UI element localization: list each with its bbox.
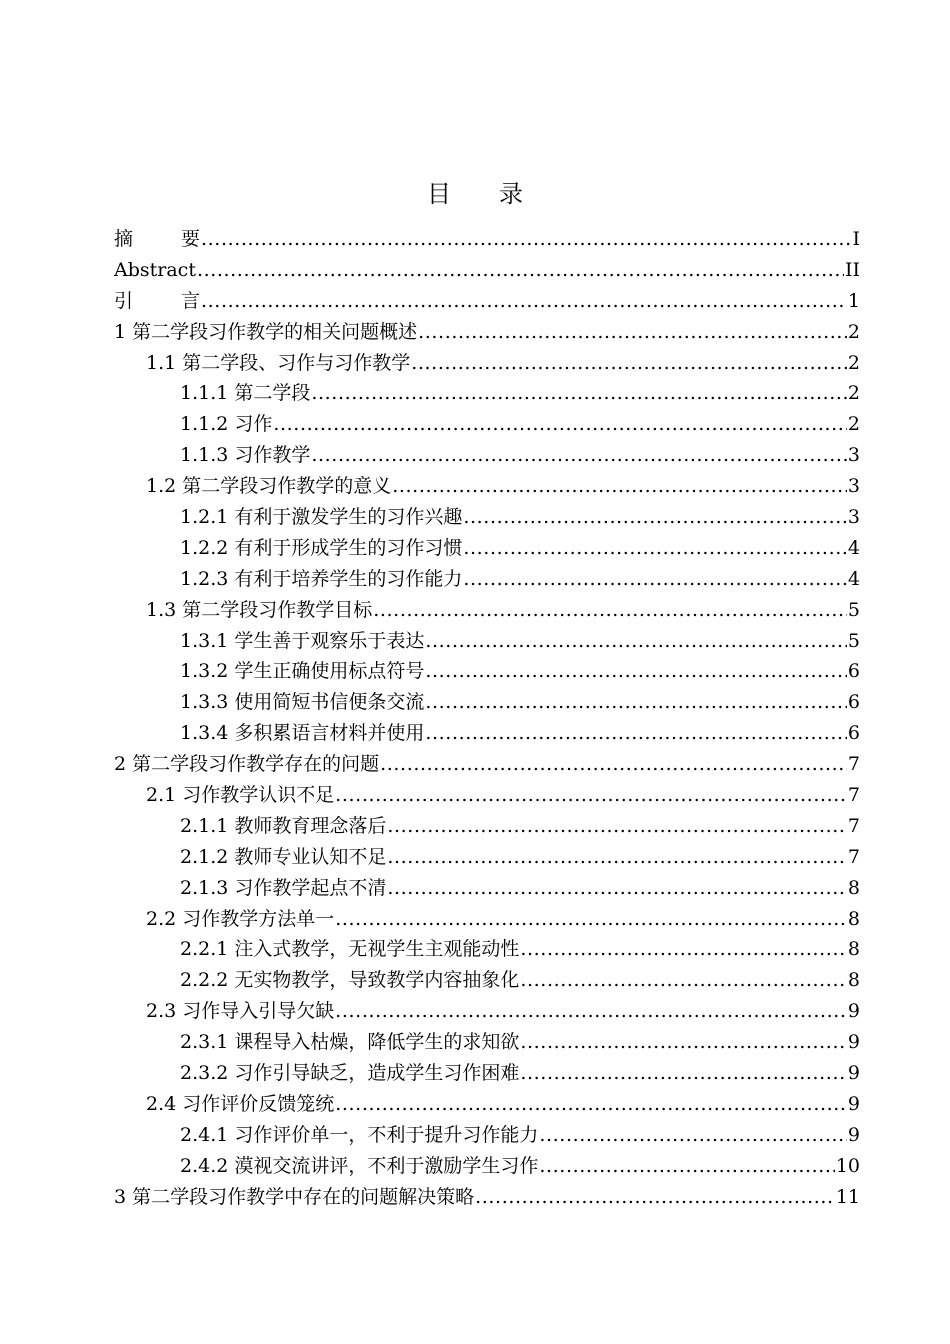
toc-dot-leader xyxy=(425,626,847,657)
toc-entry[interactable] xyxy=(114,811,860,842)
toc-entry[interactable] xyxy=(114,286,860,317)
toc-entry[interactable] xyxy=(114,255,860,286)
toc-entry-label: 1.3 第二学段习作教学目标 xyxy=(146,598,373,621)
toc-entry[interactable] xyxy=(114,1182,860,1213)
toc-entry-page-number: 3 xyxy=(847,506,860,529)
toc-entry-label: 1.1.3 习作教学 xyxy=(180,444,311,467)
toc-entry[interactable] xyxy=(114,595,860,626)
toc-entry-page-number: 9 xyxy=(847,1031,860,1054)
toc-entry-label: 2.3 习作导入引导欠缺 xyxy=(146,1000,335,1023)
toc-entry[interactable] xyxy=(114,533,860,564)
toc-entry[interactable] xyxy=(114,409,860,440)
toc-entry-page-number: 8 xyxy=(847,907,860,930)
toc-entry[interactable] xyxy=(114,873,860,904)
toc-entry-page-number: 8 xyxy=(847,876,860,899)
toc-dot-leader xyxy=(463,502,847,533)
toc-entry-page-number: 8 xyxy=(847,938,860,961)
toc-entry[interactable] xyxy=(114,656,860,687)
toc-dot-leader xyxy=(475,1182,835,1213)
toc-entry[interactable] xyxy=(114,687,860,718)
toc-dot-leader xyxy=(418,317,847,348)
toc-entry[interactable] xyxy=(114,378,860,409)
toc-dot-leader xyxy=(425,718,847,749)
toc-dot-leader xyxy=(520,1058,847,1089)
toc-dot-leader xyxy=(539,1151,834,1182)
toc-dot-leader xyxy=(201,286,847,317)
toc-entry-label: 3 第二学段习作教学中存在的问题解决策略 xyxy=(114,1185,475,1208)
toc-entry-label: 1 第二学段习作教学的相关问题概述 xyxy=(114,320,418,343)
toc-entry-label: 1.3.3 使用简短书信便条交流 xyxy=(180,691,425,714)
toc-title-char-1: 目 xyxy=(427,180,451,208)
toc-dot-leader xyxy=(425,656,847,687)
toc-dot-leader xyxy=(335,996,847,1027)
toc-title xyxy=(0,176,950,212)
toc-entry[interactable] xyxy=(114,224,860,255)
toc-entry-label: Abstract xyxy=(114,258,196,281)
toc-dot-leader xyxy=(311,378,847,409)
toc-entry-page-number: 2 xyxy=(847,382,860,405)
toc-entry[interactable] xyxy=(114,996,860,1027)
toc-entry-label: 2.1.2 教师专业认知不足 xyxy=(180,845,387,868)
toc-entry-page-number: 2 xyxy=(847,320,860,343)
toc-entry[interactable] xyxy=(114,718,860,749)
toc-entry[interactable] xyxy=(114,564,860,595)
toc-entry-page-number: 3 xyxy=(847,444,860,467)
toc-entry-label: 2.3.2 习作引导缺乏，造成学生习作困难 xyxy=(180,1062,520,1085)
toc-entry-label: 2 第二学段习作教学存在的问题 xyxy=(114,753,380,776)
toc-entry-label: 1.2 第二学段习作教学的意义 xyxy=(146,475,392,498)
toc-entry-page-number: 6 xyxy=(847,660,860,683)
toc-entry-label: 2.2.1 注入式教学，无视学生主观能动性 xyxy=(180,938,520,961)
toc-entry[interactable] xyxy=(114,1027,860,1058)
toc-entry[interactable] xyxy=(114,1151,860,1182)
toc-entry[interactable] xyxy=(114,965,860,996)
toc-entry-page-number: 6 xyxy=(847,691,860,714)
toc-dot-leader xyxy=(387,842,847,873)
toc-entry-page-number: 2 xyxy=(847,351,860,374)
toc-entry-page-number: 4 xyxy=(847,536,860,559)
toc-entry-label: 1.2.1 有利于激发学生的习作兴趣 xyxy=(180,506,463,529)
toc-dot-leader xyxy=(380,749,847,780)
toc-title-char-2: 录 xyxy=(499,180,523,208)
toc-entry-page-number: 1 xyxy=(847,289,860,312)
toc-entry-page-number: I xyxy=(852,228,860,250)
toc-entry-label: 1.3.4 多积累语言材料并使用 xyxy=(180,722,425,745)
toc-entry-label: 2.3.1 课程导入枯燥，降低学生的求知欲 xyxy=(180,1031,520,1054)
toc-entry-page-number: 6 xyxy=(847,722,860,745)
toc-entry-label: 1.3.2 学生正确使用标点符号 xyxy=(180,660,425,683)
toc-dot-leader xyxy=(335,1089,847,1120)
toc-entry[interactable] xyxy=(114,471,860,502)
toc-entry-page-number: 5 xyxy=(847,629,860,652)
toc-entry-label: 1.3.1 学生善于观察乐于表达 xyxy=(180,629,425,652)
toc-entry[interactable] xyxy=(114,348,860,379)
toc-dot-leader xyxy=(392,471,847,502)
toc-dot-leader xyxy=(520,934,847,965)
toc-entry[interactable] xyxy=(114,1120,860,1151)
toc-dot-leader xyxy=(335,780,847,811)
toc-entry-label: 2.1.1 教师教育理念落后 xyxy=(180,814,387,837)
toc-dot-leader xyxy=(335,904,847,935)
toc-dot-leader xyxy=(373,595,847,626)
toc-entry-page-number: 7 xyxy=(847,814,860,837)
toc-entry-label: 2.1.3 习作教学起点不清 xyxy=(180,876,387,899)
toc-entry-label: 2.4.1 习作评价单一，不利于提升习作能力 xyxy=(180,1123,539,1146)
toc-entry-page-number: 11 xyxy=(835,1185,860,1208)
toc-dot-leader xyxy=(273,409,847,440)
toc-dot-leader xyxy=(197,255,844,286)
toc-entry[interactable] xyxy=(114,749,860,780)
toc-dot-leader xyxy=(520,1027,847,1058)
toc-dot-leader xyxy=(520,965,847,996)
toc-entry-label: 1.1.1 第二学段 xyxy=(180,382,311,405)
toc-entry-page-number: 9 xyxy=(847,1092,860,1115)
toc-entry-label: 2.4.2 漠视交流讲评，不利于激励学生习作 xyxy=(180,1154,539,1177)
toc-entry-label: 1.2.3 有利于培养学生的习作能力 xyxy=(180,567,463,590)
toc-entry-page-number: 3 xyxy=(847,475,860,498)
toc-entry-page-number: 7 xyxy=(847,784,860,807)
toc-entry-page-number: 9 xyxy=(847,1123,860,1146)
toc-entry-label: 摘 要 xyxy=(114,228,201,250)
toc-entry-label: 2.2 习作教学方法单一 xyxy=(146,907,335,930)
table-of-contents xyxy=(114,224,860,1213)
toc-entry[interactable] xyxy=(114,626,860,657)
toc-entry-label: 引 言 xyxy=(114,289,201,312)
toc-entry[interactable] xyxy=(114,502,860,533)
toc-entry-page-number: 7 xyxy=(847,845,860,868)
toc-entry-page-number: II xyxy=(844,258,860,281)
toc-dot-leader xyxy=(311,440,847,471)
toc-entry-label: 1.1.2 习作 xyxy=(180,413,273,436)
toc-entry[interactable] xyxy=(114,842,860,873)
toc-entry[interactable] xyxy=(114,1089,860,1120)
toc-entry-page-number: 9 xyxy=(847,1000,860,1023)
toc-dot-leader xyxy=(387,811,847,842)
toc-entry-page-number: 5 xyxy=(847,598,860,621)
toc-entry-page-number: 9 xyxy=(847,1062,860,1085)
toc-dot-leader xyxy=(411,348,847,379)
toc-entry[interactable] xyxy=(114,440,860,471)
toc-entry-page-number: 2 xyxy=(847,413,860,436)
toc-dot-leader xyxy=(387,873,847,904)
toc-entry[interactable] xyxy=(114,1058,860,1089)
toc-entry[interactable] xyxy=(114,780,860,811)
toc-dot-leader xyxy=(201,224,851,255)
toc-entry[interactable] xyxy=(114,934,860,965)
toc-dot-leader xyxy=(539,1120,847,1151)
toc-dot-leader xyxy=(425,687,847,718)
toc-entry-page-number: 10 xyxy=(835,1154,860,1177)
toc-entry-page-number: 4 xyxy=(847,567,860,590)
toc-entry-label: 1.1 第二学段、习作与习作教学 xyxy=(146,351,411,374)
toc-entry-label: 2.4 习作评价反馈笼统 xyxy=(146,1092,335,1115)
toc-entry-page-number: 7 xyxy=(847,753,860,776)
toc-entry[interactable] xyxy=(114,904,860,935)
toc-entry[interactable] xyxy=(114,317,860,348)
toc-entry-label: 2.2.2 无实物教学，导致教学内容抽象化 xyxy=(180,969,520,992)
toc-entry-page-number: 8 xyxy=(847,969,860,992)
toc-dot-leader xyxy=(463,533,847,564)
toc-entry-label: 2.1 习作教学认识不足 xyxy=(146,784,335,807)
toc-entry-label: 1.2.2 有利于形成学生的习作习惯 xyxy=(180,536,463,559)
toc-dot-leader xyxy=(463,564,847,595)
